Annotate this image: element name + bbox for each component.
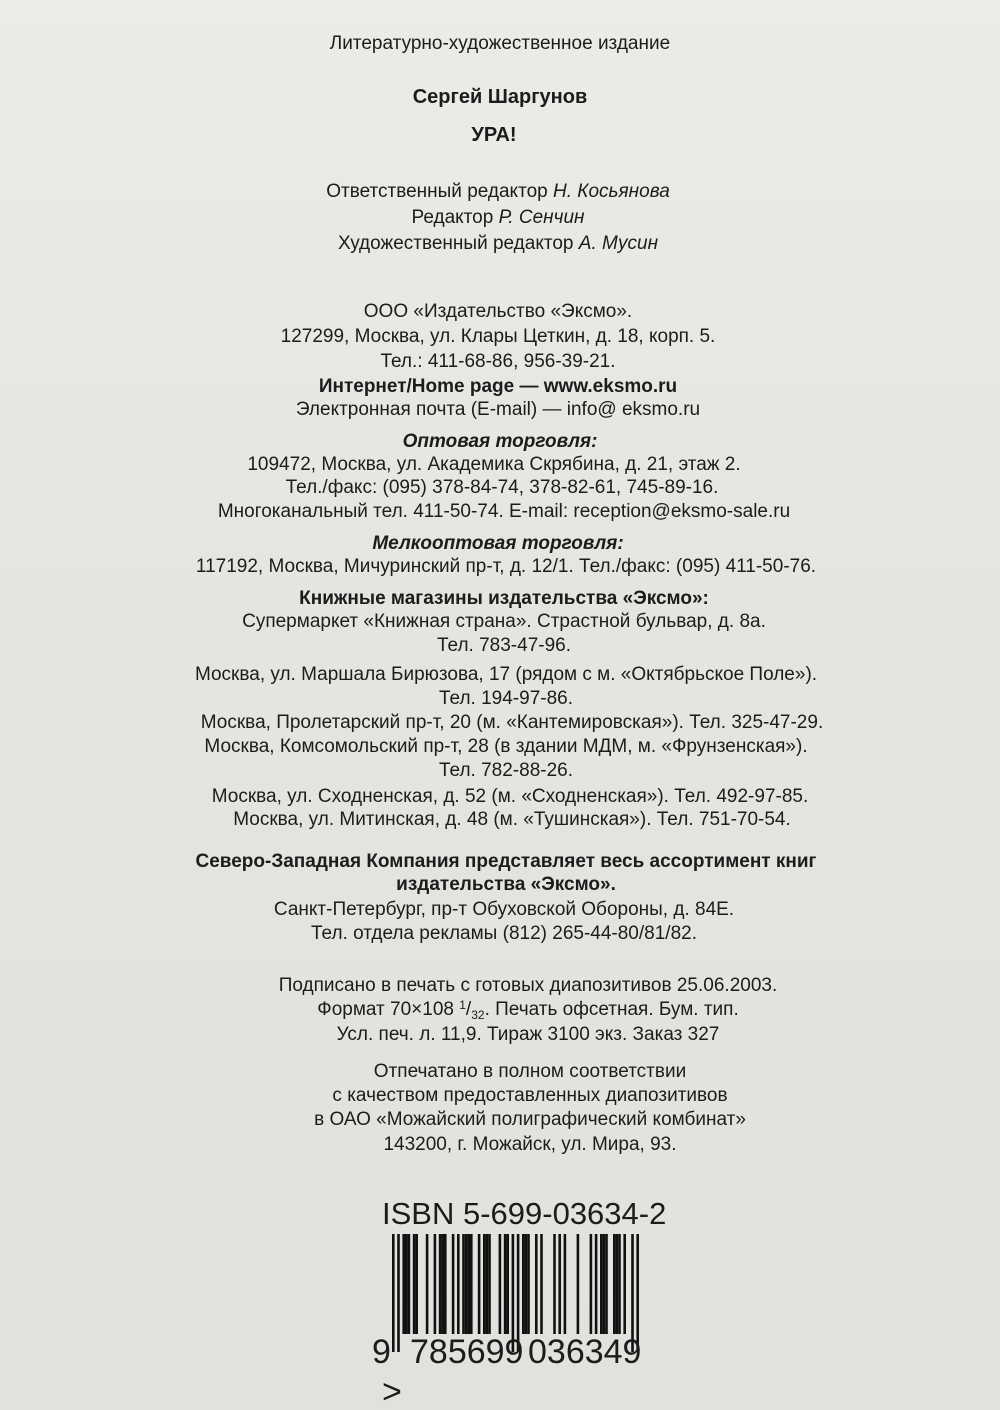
print-format: Формат 70×108 $^1$/32. Печать офсетная. Бум. тип. bbox=[317, 998, 739, 1022]
barcode-bar bbox=[623, 1234, 626, 1334]
publisher-website: Интернет/Home page — www.eksmo.ru bbox=[318, 376, 678, 397]
barcode-bar bbox=[470, 1234, 473, 1334]
editor-art: Художественный редактор А. Мусин bbox=[337, 233, 659, 254]
barcode-bar bbox=[535, 1234, 538, 1334]
store-line: Москва, Пролетарский пр-т, 20 (м. «Кантемировская»). Тел. 325-47-29. bbox=[200, 712, 824, 733]
barcode-bar bbox=[478, 1234, 481, 1334]
store-line: Супермаркет «Книжная страна». Страстной бульвар, д. 8а. bbox=[242, 611, 766, 632]
store-line: Москва, ул. Митинская, д. 48 (м. «Тушинская»). Тел. 751-70-54. bbox=[233, 809, 791, 830]
barcode-bar bbox=[402, 1234, 405, 1334]
barcode-bar bbox=[613, 1234, 616, 1334]
northwest-phone: Тел. отдела рекламы (812) 265-44-80/81/82. bbox=[311, 923, 697, 944]
store-line: Тел. 782-88-26. bbox=[438, 760, 574, 781]
barcode-bar bbox=[462, 1234, 465, 1334]
editor-responsible: Ответственный редактор Н. Косьянова bbox=[326, 181, 670, 202]
ean-digits bbox=[372, 1332, 672, 1410]
barcode-bar bbox=[577, 1234, 580, 1334]
barcode-bar bbox=[439, 1234, 442, 1334]
barcode-bar bbox=[452, 1234, 455, 1334]
small-wholesale-heading: Мелкооптовая торговля: bbox=[372, 533, 624, 554]
barcode-bar bbox=[444, 1234, 447, 1334]
barcode-bar bbox=[564, 1234, 567, 1334]
publisher-name: ООО «Издательство «Эксмо». bbox=[363, 301, 633, 322]
barcode-bar bbox=[413, 1234, 416, 1334]
barcode-bar bbox=[483, 1234, 486, 1334]
printed-line: с качеством предоставленных диапозитивов bbox=[332, 1085, 728, 1106]
printed-line: 143200, г. Можайск, ул. Мира, 93. bbox=[383, 1134, 677, 1155]
barcode-bar bbox=[441, 1234, 444, 1334]
barcode-bar bbox=[527, 1234, 530, 1334]
barcode-bar bbox=[590, 1234, 593, 1334]
northwest-heading: Северо-Западная Компания представляет весь ассортимент книг bbox=[195, 851, 817, 872]
barcode-bar bbox=[525, 1234, 528, 1334]
barcode-bar bbox=[467, 1234, 470, 1334]
barcode-bar bbox=[506, 1234, 509, 1334]
ean-right-group: 036349 bbox=[528, 1333, 642, 1371]
barcode-bar bbox=[488, 1234, 491, 1334]
barcode-bar bbox=[618, 1234, 621, 1334]
barcode-bar bbox=[522, 1234, 525, 1334]
barcode-bar bbox=[540, 1234, 543, 1334]
store-line: Москва, ул. Сходненская, д. 52 (м. «Сходненская»). Тел. 492-97-85. bbox=[211, 786, 809, 807]
editor: Редактор Р. Сенчин bbox=[411, 207, 585, 228]
barcode-bar bbox=[605, 1234, 608, 1334]
barcode-bar bbox=[595, 1234, 598, 1334]
barcode-bar bbox=[600, 1234, 603, 1334]
store-line: Москва, ул. Маршала Бирюзова, 17 (рядом с м. «Октябрьское Поле»). bbox=[194, 664, 818, 685]
barcode-bar bbox=[405, 1234, 408, 1334]
wholesale-email: Многоканальный тел. 411-50-74. E-mail: reception@eksmo-sale.ru bbox=[217, 501, 791, 522]
barcode-bar bbox=[415, 1234, 418, 1334]
publisher-address: 127299, Москва, ул. Клары Цеткин, д. 18, корп. 5. bbox=[280, 326, 716, 347]
barcode-bar bbox=[558, 1234, 561, 1334]
barcode-bar bbox=[465, 1234, 468, 1334]
store-line: Москва, Комсомольский пр-т, 28 (в здании МДМ, м. «Фрунзенская»). bbox=[204, 736, 808, 757]
barcode-bar bbox=[426, 1234, 429, 1334]
wholesale-address: 109472, Москва, ул. Академика Скрябина, д. 21, этаж 2. bbox=[247, 454, 741, 475]
printed-line: Отпечатано в полном соответствии bbox=[373, 1061, 687, 1082]
author-name: Сергей Шаргунов bbox=[412, 86, 588, 108]
barcode-bar bbox=[553, 1234, 556, 1334]
ean-first-digit: 9 bbox=[372, 1333, 391, 1371]
barcode-bar bbox=[603, 1234, 606, 1334]
barcode-bar bbox=[457, 1234, 460, 1334]
ean-quiet-mark: > bbox=[382, 1373, 402, 1410]
print-sheets: Усл. печ. л. 11,9. Тираж 3100 экз. Заказ 327 bbox=[336, 1024, 720, 1045]
wholesale-phone: Тел./факс: (095) 378-84-74, 378-82-61, 745-89-16. bbox=[285, 477, 719, 498]
northwest-heading-2: издательства «Эксмо». bbox=[396, 874, 616, 895]
store-line: Тел. 783-47-96. bbox=[436, 635, 572, 656]
barcode-bar bbox=[434, 1234, 437, 1334]
publisher-phone: Тел.: 411-68-86, 956-39-21. bbox=[380, 351, 616, 372]
isbn-barcode bbox=[372, 1196, 672, 1410]
store-line: Тел. 194-97-86. bbox=[438, 688, 574, 709]
isbn-number: ISBN 5-699-03634-2 bbox=[382, 1196, 667, 1231]
small-wholesale-address: 117192, Москва, Мичуринский пр-т, д. 12/1. Тел./факс: (095) 411-50-76. bbox=[195, 556, 817, 577]
wholesale-heading: Оптовая торговля: bbox=[402, 431, 598, 452]
book-title: УРА! bbox=[471, 124, 517, 146]
ean-left-group: 785699 bbox=[410, 1333, 524, 1371]
northwest-address: Санкт-Петербург, пр-т Обуховской Обороны, д. 84Е. bbox=[273, 899, 735, 920]
barcode-bar bbox=[486, 1234, 489, 1334]
printed-line: в ОАО «Можайский полиграфический комбинат» bbox=[314, 1109, 746, 1130]
edition-type: Литературно-художественное издание bbox=[329, 33, 671, 54]
print-signed: Подписано в печать с готовых диапозитивов 25.06.2003. bbox=[278, 975, 778, 996]
barcode-bar bbox=[504, 1234, 507, 1334]
barcode-bar bbox=[408, 1234, 411, 1334]
publisher-email: Электронная почта (E-mail) — info@ eksmo.ru bbox=[295, 399, 701, 420]
barcode-bar bbox=[499, 1234, 502, 1334]
stores-heading: Книжные магазины издательства «Эксмо»: bbox=[299, 588, 709, 609]
barcode-bar bbox=[616, 1234, 619, 1334]
